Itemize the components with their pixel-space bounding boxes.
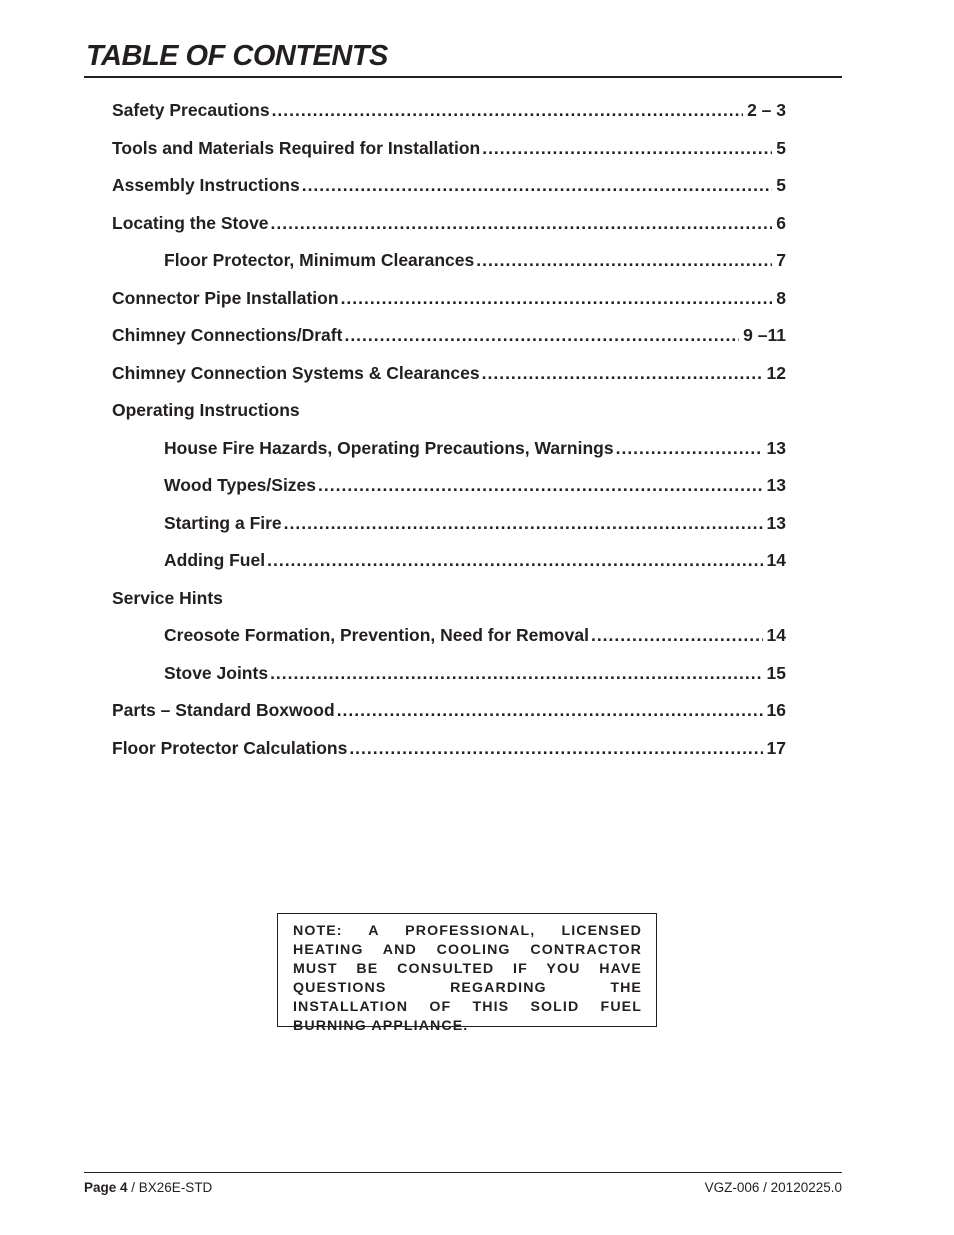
toc-entry (112, 242, 786, 280)
footer-divider (84, 1172, 842, 1173)
toc-entry-label: Locating the Stove (112, 205, 271, 243)
toc-entry-page: 14 (763, 617, 786, 655)
toc-entry (112, 355, 786, 393)
toc-entry-label: Floor Protector, Minimum Clearances (164, 242, 476, 280)
toc-entry-page: 6 (772, 205, 786, 243)
toc-leader-dots (341, 280, 773, 318)
toc-entry (112, 467, 786, 505)
toc-entry (112, 505, 786, 543)
footer-left (84, 1180, 212, 1196)
toc-entry-label: Operating Instructions (112, 392, 302, 430)
toc-entry-label: House Fire Hazards, Operating Precautions, Warnings (164, 430, 616, 468)
footer-revision: VGZ-006 / 20120225.0 (704, 1180, 842, 1195)
toc-leader-dots (271, 205, 773, 243)
toc-entry-label: Parts – Standard Boxwood (112, 692, 337, 730)
toc-entry (112, 205, 786, 243)
toc-entry-label: Adding Fuel (164, 542, 267, 580)
toc-entry (112, 542, 786, 580)
toc-entry-label: Tools and Materials Required for Installation (112, 130, 482, 168)
toc-leader-dots (616, 430, 763, 468)
toc-entry-page: 5 (772, 167, 786, 205)
toc-entry-label: Connector Pipe Installation (112, 280, 341, 318)
page-title: TABLE OF CONTENTS (86, 40, 388, 72)
footer-page-number: Page 4 (84, 1180, 128, 1195)
toc-leader-dots (270, 655, 762, 693)
toc-entry-page: 15 (763, 655, 786, 693)
toc-leader-dots (337, 692, 763, 730)
toc-leader-dots (267, 542, 762, 580)
toc-entry-label: Chimney Connection Systems & Clearances (112, 355, 482, 393)
toc-entry-label: Starting a Fire (164, 505, 284, 543)
toc-entry-label: Stove Joints (164, 655, 270, 693)
toc-entry (112, 730, 786, 768)
toc-entry-page: 5 (772, 130, 786, 168)
toc-entry (112, 655, 786, 693)
toc-entry-page: 14 (763, 542, 786, 580)
toc-entry-label: Floor Protector Calculations (112, 730, 349, 768)
toc-entry-page: 13 (763, 505, 786, 543)
toc-leader-dots (476, 242, 772, 280)
toc-entry-page: 12 (763, 355, 786, 393)
toc-entry-page: 17 (763, 730, 786, 768)
toc-leader-dots (482, 355, 763, 393)
toc-leader-dots (284, 505, 763, 543)
note-box (277, 913, 657, 1034)
toc-entry (112, 130, 786, 168)
toc-leader-dots (272, 92, 744, 130)
toc-entry-page: 7 (772, 242, 786, 280)
toc-entry-page: 16 (763, 692, 786, 730)
toc-entry (112, 317, 786, 355)
footer-doc-code: / BX26E-STD (127, 1180, 213, 1195)
toc-entry-page: 2 – 3 (743, 92, 786, 130)
toc-leader-dots (302, 167, 773, 205)
toc-entry (112, 392, 786, 430)
toc-entry (112, 580, 786, 618)
toc-entry (112, 167, 786, 205)
toc-entry-label: Assembly Instructions (112, 167, 302, 205)
toc-entry-label: Service Hints (112, 580, 225, 618)
toc-entry-label: Wood Types/Sizes (164, 467, 318, 505)
toc-entry-label: Creosote Formation, Prevention, Need for Removal (164, 617, 591, 655)
toc-entry-page: 13 (763, 430, 786, 468)
toc-leader-dots (591, 617, 763, 655)
toc-leader-dots (344, 317, 739, 355)
toc-entry (112, 280, 786, 318)
toc-entry-page: 8 (772, 280, 786, 318)
toc-entry-page: 9 –11 (739, 317, 786, 355)
note-text: NOTE: A PROFESSIONAL, LICENSED HEATING AND COOLING CONTRACTOR MUST BE CONSULTED IF YOU HAVE QUESTIONS REGARDING THE INSTALLATION OF THIS SOLID FUEL BURNING APPLIANCE. (293, 923, 642, 1034)
toc-entry (112, 430, 786, 468)
toc-entry (112, 92, 786, 130)
table-of-contents (112, 92, 786, 767)
toc-leader-dots (349, 730, 762, 768)
toc-leader-dots (482, 130, 772, 168)
title-divider (84, 76, 842, 78)
toc-entry (112, 692, 786, 730)
toc-entry-page: 13 (763, 467, 786, 505)
toc-entry-label: Safety Precautions (112, 92, 272, 130)
toc-entry-label: Chimney Connections/Draft (112, 317, 344, 355)
toc-entry (112, 617, 786, 655)
toc-leader-dots (318, 467, 763, 505)
